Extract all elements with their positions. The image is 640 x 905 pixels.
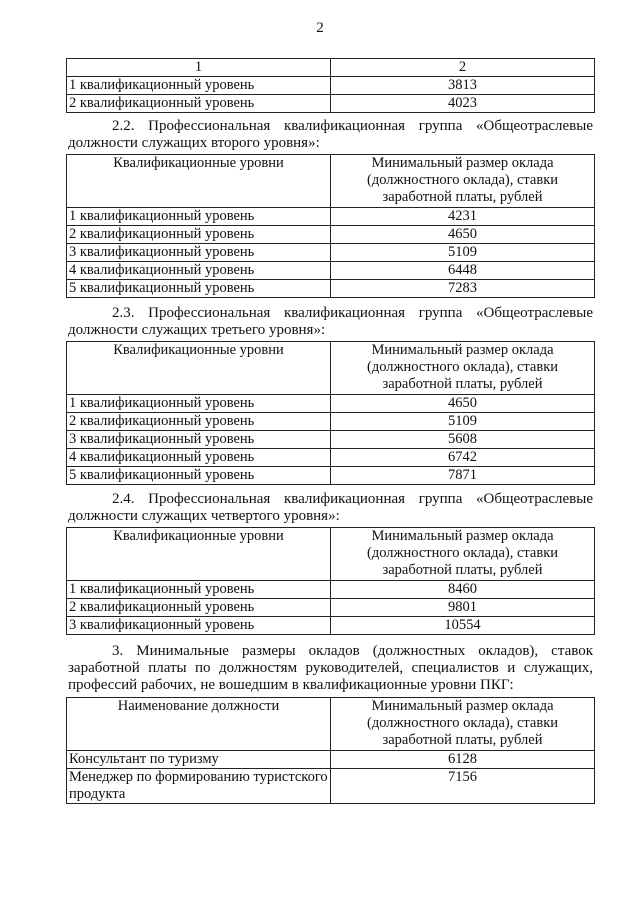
position-cell: Менеджер по формированию туристского продукта (67, 769, 331, 804)
salary-cell: 4023 (331, 95, 595, 113)
salary-cell: 8460 (331, 581, 595, 599)
salary-cell: 4231 (331, 208, 595, 226)
table-header-row (67, 59, 595, 77)
level-cell: 2 квалификационный уровень (67, 226, 331, 244)
table-row (67, 751, 595, 769)
column-header-1: 1 (67, 59, 331, 77)
salary-cell: 3813 (331, 77, 595, 95)
level-cell: 5 квалификационный уровень (67, 280, 331, 298)
header-salary: Минимальный размер оклада (должностного оклада), ставки заработной платы, рублей (331, 698, 595, 751)
table-row (67, 449, 595, 467)
table-2-3 (66, 341, 595, 485)
level-cell: 2 квалификационный уровень (67, 599, 331, 617)
header-levels: Квалификационные уровни (67, 155, 331, 208)
salary-cell: 7871 (331, 467, 595, 485)
salary-cell: 9801 (331, 599, 595, 617)
table-header-row (67, 528, 595, 581)
level-cell: 2 квалификационный уровень (67, 95, 331, 113)
level-cell: 1 квалификационный уровень (67, 581, 331, 599)
header-salary: Минимальный размер оклада (должностного оклада), ставки заработной платы, рублей (331, 155, 595, 208)
salary-cell: 10554 (331, 617, 595, 635)
table-row (67, 413, 595, 431)
level-cell: 2 квалификационный уровень (67, 413, 331, 431)
table-row (67, 226, 595, 244)
table-row (67, 95, 595, 113)
table-header-row (67, 342, 595, 395)
table-3 (66, 697, 595, 804)
salary-cell: 6448 (331, 262, 595, 280)
level-cell: 4 квалификационный уровень (67, 449, 331, 467)
level-cell: 3 квалификационный уровень (67, 431, 331, 449)
table-header-row (67, 698, 595, 751)
table-row (67, 581, 595, 599)
salary-cell: 6742 (331, 449, 595, 467)
table-row (67, 77, 595, 95)
section-2-3-text: 2.3. Профессиональная квалификационная группа «Общеотраслевые должности служащих третьего уровня»: (68, 305, 593, 338)
table-row (67, 599, 595, 617)
level-cell: 1 квалификационный уровень (67, 77, 331, 95)
header-salary: Минимальный размер оклада (должностного оклада), ставки заработной платы, рублей (331, 528, 595, 581)
salary-cell: 6128 (331, 751, 595, 769)
table-row (67, 208, 595, 226)
salary-cell: 5109 (331, 413, 595, 431)
table-row (67, 431, 595, 449)
section-3-text: 3. Минимальные размеры окладов (должностных окладов), ставок заработной платы по должностям руководителей, специалистов и служащих, профессий рабочих, не вошедшим в квалификационные уровни ПКГ: (68, 643, 593, 693)
header-position: Наименование должности (67, 698, 331, 751)
table-row (67, 262, 595, 280)
salary-cell: 4650 (331, 395, 595, 413)
table-top (66, 58, 595, 113)
header-salary: Минимальный размер оклада (должностного оклада), ставки заработной платы, рублей (331, 342, 595, 395)
table-2-4 (66, 527, 595, 635)
page-number: 2 (316, 20, 324, 36)
salary-cell: 4650 (331, 226, 595, 244)
salary-cell: 7283 (331, 280, 595, 298)
level-cell: 4 квалификационный уровень (67, 262, 331, 280)
table-row (67, 617, 595, 635)
table-2-2 (66, 154, 595, 298)
table-row (67, 467, 595, 485)
table-row (67, 395, 595, 413)
table-row (67, 769, 595, 804)
level-cell: 1 квалификационный уровень (67, 208, 331, 226)
table-header-row (67, 155, 595, 208)
salary-cell: 7156 (331, 769, 595, 804)
header-levels: Квалификационные уровни (67, 342, 331, 395)
level-cell: 3 квалификационный уровень (67, 617, 331, 635)
level-cell: 5 квалификационный уровень (67, 467, 331, 485)
level-cell: 3 квалификационный уровень (67, 244, 331, 262)
table-row (67, 244, 595, 262)
table-row (67, 280, 595, 298)
position-cell: Консультант по туризму (67, 751, 331, 769)
salary-cell: 5109 (331, 244, 595, 262)
level-cell: 1 квалификационный уровень (67, 395, 331, 413)
salary-cell: 5608 (331, 431, 595, 449)
section-2-2-text: 2.2. Профессиональная квалификационная группа «Общеотраслевые должности служащих второго уровня»: (68, 118, 593, 151)
section-2-4-text: 2.4. Профессиональная квалификационная группа «Общеотраслевые должности служащих четвертого уровня»: (68, 491, 593, 524)
header-levels: Квалификационные уровни (67, 528, 331, 581)
column-header-2: 2 (331, 59, 595, 77)
